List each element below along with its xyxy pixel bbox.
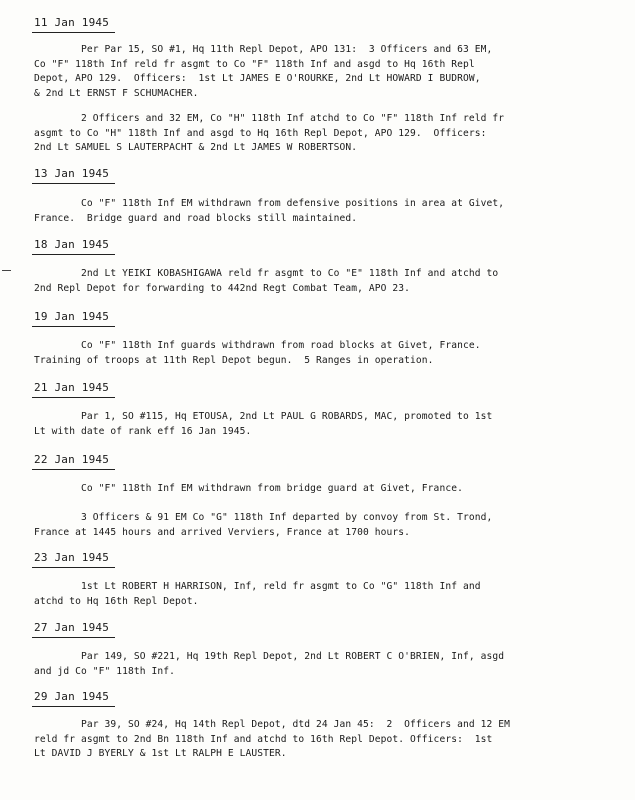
- entry-paragraph: Co "F" 118th Inf EM withdrawn from defensive positions in area at Givet, France. Bridge guard and road blocks still maintained.: [34, 198, 505, 224]
- margin-tick-mark: [2, 270, 11, 271]
- entry-date: 18 Jan 1945: [34, 238, 110, 251]
- entry-paragraph: 1st Lt ROBERT H HARRISON, Inf, reld fr asgmt to Co "G" 118th Inf and atchd to Hq 16th Repl Depot.: [34, 581, 481, 607]
- entry-paragraph: Par 1, SO #115, Hq ETOUSA, 2nd Lt PAUL G ROBARDS, MAC, promoted to 1st Lt with date of rank eff 16 Jan 1945.: [34, 411, 493, 437]
- entry-date: 27 Jan 1945: [34, 621, 110, 634]
- entry-paragraph: 3 Officers & 91 EM Co "G" 118th Inf departed by convoy from St. Trond, France at 1445 hours and arrived Verviers, France at 1700 hours.: [34, 512, 493, 538]
- entry-paragraph: 2nd Lt YEIKI KOBASHIGAWA reld fr asgmt to Co "E" 118th Inf and atchd to 2nd Repl Depot for forwarding to 442nd Regt Combat Team, APO 23.: [34, 268, 499, 294]
- entry-paragraph: Co "F" 118th Inf EM withdrawn from bridge guard at Givet, France.: [34, 483, 463, 494]
- entry-paragraph: 2 Officers and 32 EM, Co "H" 118th Inf atchd to Co "F" 118th Inf reld fr asgmt to Co "H" 118th Inf and asgd to Hq 16th Repl Depot, APO 129. Officers: 2nd Lt SAMUEL S LAUTERPACHT & 2nd Lt JAMES W ROBERTSON.: [34, 113, 505, 154]
- entry-date: 21 Jan 1945: [34, 381, 110, 394]
- entry-date: 19 Jan 1945: [34, 310, 110, 323]
- entry-date: 11 Jan 1945: [34, 16, 110, 29]
- entry-date: 29 Jan 1945: [34, 690, 110, 703]
- entry-paragraph: Per Par 15, SO #1, Hq 11th Repl Depot, APO 131: 3 Officers and 63 EM, Co "F" 118th Inf reld fr asgmt to Co "F" 118th Inf and asgd to Hq 16th Repl Depot, APO 129. Officers: 1st Lt JAMES E O'ROURKE, 2nd Lt HOWARD I BUDROW, & 2nd Lt ERNST F SCHUMACHER.: [34, 44, 493, 99]
- entry-paragraph: Par 39, SO #24, Hq 14th Repl Depot, dtd 24 Jan 45: 2 Officers and 12 EM reld fr asgmt to 2nd Bn 118th Inf and atchd to 16th Repl Depot. Officers: 1st Lt DAVID J BYERLY & 1st Lt RALPH E LAUSTER.: [34, 719, 510, 760]
- entry-paragraph: Co "F" 118th Inf guards withdrawn from road blocks at Givet, France. Training of troops at 11th Repl Depot begun. 5 Ranges in operation.: [34, 340, 481, 366]
- entry-date: 13 Jan 1945: [34, 167, 110, 180]
- entry-paragraph: Par 149, SO #221, Hq 19th Repl Depot, 2nd Lt ROBERT C O'BRIEN, Inf, asgd and jd Co "F" 118th Inf.: [34, 651, 505, 677]
- entry-date: 23 Jan 1945: [34, 551, 110, 564]
- entry-date: 22 Jan 1945: [34, 453, 110, 466]
